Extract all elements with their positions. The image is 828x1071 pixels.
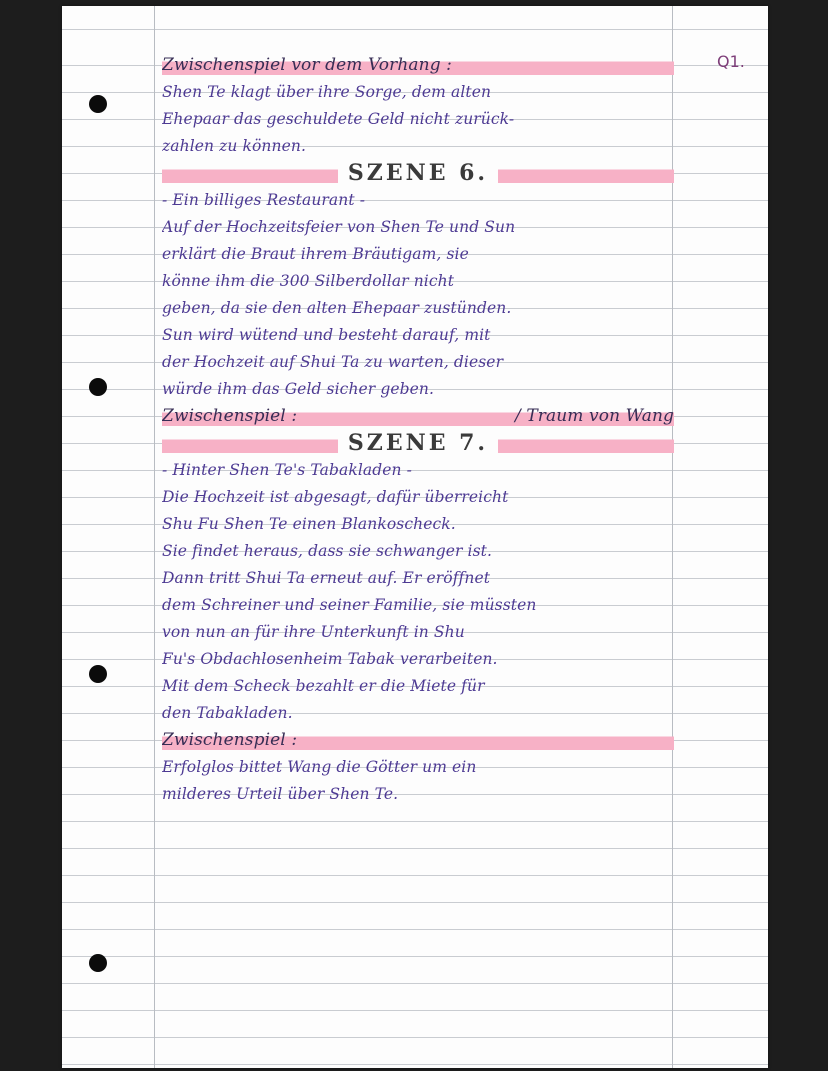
scene-6-title: SZENE 6. (338, 160, 498, 187)
heading-interlude-wang-dream (162, 403, 674, 430)
scene-7-heading (162, 430, 674, 457)
scene-7-title: SZENE 7. (338, 430, 498, 457)
text-line: - Ein billiges Restaurant - (162, 191, 366, 209)
notebook-page (62, 6, 768, 1068)
text-line: erklärt die Braut ihrem Bräutigam, sie (162, 245, 469, 263)
text-line: Erfolglos bittet Wang die Götter um ein (162, 758, 477, 776)
text-line: den Tabakladen. (162, 704, 293, 722)
text-line: Mit dem Scheck bezahlt er die Miete für (162, 677, 485, 695)
text-line: dem Schreiner und seiner Familie, sie müssten (162, 596, 537, 614)
text-line: Die Hochzeit ist abgesagt, dafür überreicht (162, 488, 509, 506)
text-line: geben, da sie den alten Ehepaar zustünden. (162, 299, 512, 317)
interlude-label: Zwischenspiel : (162, 406, 298, 426)
handwritten-notes (162, 52, 674, 808)
text-line: - Hinter Shen Te's Tabakladen - (162, 461, 412, 479)
scene-6-heading (162, 160, 674, 187)
text-line: Sie findet heraus, dass sie schwanger ist. (162, 542, 493, 560)
punch-hole (89, 954, 107, 972)
heading-interlude-final: Zwischenspiel : (162, 727, 674, 754)
text-line: milderes Urteil über Shen Te. (162, 785, 399, 803)
punch-hole (89, 665, 107, 683)
text-line: Sun wird wütend und besteht darauf, mit (162, 326, 491, 344)
text-line: der Hochzeit auf Shui Ta zu warten, dieser (162, 353, 504, 371)
heading-interlude-curtain: Zwischenspiel vor dem Vorhang : (162, 52, 674, 79)
text-line: Fu's Obdachlosenheim Tabak verarbeiten. (162, 650, 498, 668)
text-line: Auf der Hochzeitsfeier von Shen Te und Sun (162, 218, 516, 236)
text-line: würde ihm das Geld sicher geben. (162, 380, 435, 398)
punch-hole (89, 95, 107, 113)
text-line: Shen Te klagt über ihre Sorge, dem alten (162, 83, 492, 101)
page-number: Q1. (717, 52, 745, 71)
text-line: von nun an für ihre Unterkunft in Shu (162, 623, 465, 641)
text-line: könne ihm die 300 Silberdollar nicht (162, 272, 455, 290)
text-line: Shu Fu Shen Te einen Blankoscheck. (162, 515, 456, 533)
left-margin-line (154, 6, 155, 1068)
punch-hole (89, 378, 107, 396)
text-line: Ehepaar das geschuldete Geld nicht zurück- (162, 110, 515, 128)
text-line: Dann tritt Shui Ta erneut auf. Er eröffnet (162, 569, 491, 587)
text-line: zahlen zu können. (162, 137, 306, 155)
interlude-note: / Traum von Wang (515, 406, 674, 426)
